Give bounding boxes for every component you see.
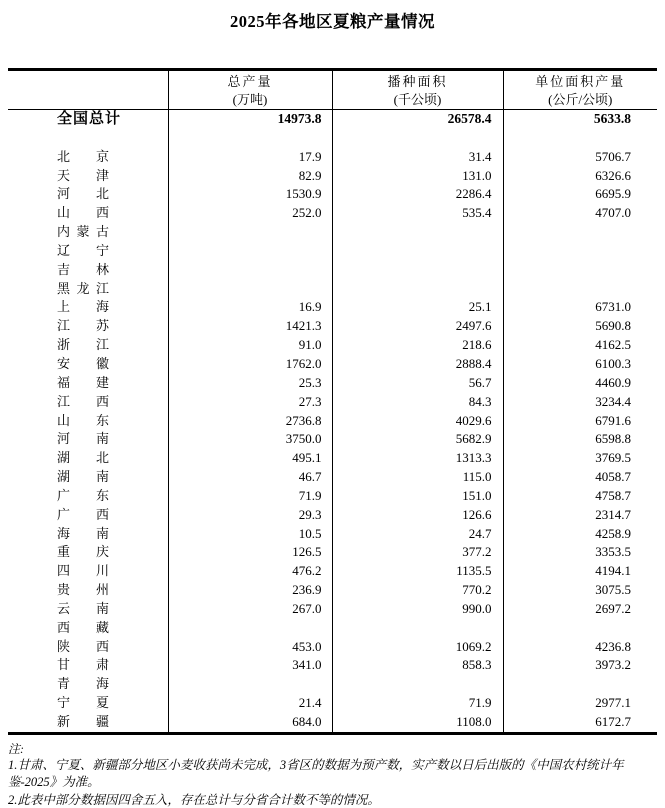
value-cell: 770.2 bbox=[332, 581, 503, 600]
value-cell: 495.1 bbox=[168, 449, 332, 468]
empty-cell bbox=[503, 129, 657, 148]
table-row bbox=[8, 656, 657, 675]
region-name: 江苏 bbox=[57, 318, 109, 334]
value-cell: 4194.1 bbox=[595, 563, 631, 579]
table-body bbox=[8, 110, 657, 734]
region-name: 黑龙江 bbox=[57, 280, 109, 296]
region-name-cell bbox=[8, 713, 168, 733]
value-cell: 377.2 bbox=[332, 543, 503, 562]
value-cell: 115.0 bbox=[332, 468, 503, 487]
value-cell: 252.0 bbox=[168, 204, 332, 223]
value-cell bbox=[332, 675, 503, 694]
value-cell: 535.4 bbox=[332, 204, 503, 223]
value-cell: 6326.6 bbox=[595, 167, 631, 183]
value-cell bbox=[332, 619, 503, 638]
value-cell: 3973.2 bbox=[595, 657, 631, 673]
value-cell: 91.0 bbox=[168, 336, 332, 355]
value-cell bbox=[332, 261, 503, 280]
value-cell: 6695.9 bbox=[595, 186, 631, 202]
value-cell: 126.6 bbox=[332, 506, 503, 525]
value-cell bbox=[168, 261, 332, 280]
value-cell: 71.9 bbox=[168, 487, 332, 506]
region-name-cell bbox=[8, 336, 168, 355]
region-name: 天津 bbox=[57, 167, 109, 183]
value-cell: 3769.5 bbox=[595, 450, 631, 466]
value-cell: 3234.4 bbox=[595, 393, 631, 409]
spacer-row bbox=[8, 129, 657, 148]
value-cell: 4460.9 bbox=[595, 374, 631, 390]
region-name-cell bbox=[8, 204, 168, 223]
value-cell: 2736.8 bbox=[168, 412, 332, 431]
value-cell: 1108.0 bbox=[332, 713, 503, 733]
value-cell: 1135.5 bbox=[332, 562, 503, 581]
column-unit: (公斤/公顷) bbox=[548, 91, 613, 107]
value-cell bbox=[503, 619, 657, 638]
value-cell bbox=[168, 223, 332, 242]
region-name: 云南 bbox=[57, 600, 109, 616]
value-cell bbox=[332, 242, 503, 261]
region-name-cell bbox=[8, 167, 168, 186]
value-cell: 5682.9 bbox=[332, 430, 503, 449]
value-cell: 1069.2 bbox=[332, 638, 503, 657]
table-row bbox=[8, 619, 657, 638]
region-name-cell bbox=[8, 223, 168, 242]
value-cell: 3353.5 bbox=[595, 544, 631, 560]
value-cell: 26578.4 bbox=[332, 110, 503, 129]
table-row bbox=[8, 600, 657, 619]
value-cell: 10.5 bbox=[168, 525, 332, 544]
value-cell: 5633.8 bbox=[593, 111, 631, 126]
value-cell: 46.7 bbox=[168, 468, 332, 487]
table-row bbox=[8, 468, 657, 487]
value-cell: 27.3 bbox=[168, 393, 332, 412]
value-cell bbox=[332, 280, 503, 299]
value-cell: 236.9 bbox=[168, 581, 332, 600]
region-name: 安徽 bbox=[57, 355, 109, 371]
value-cell: 5706.7 bbox=[595, 148, 631, 164]
region-name-cell bbox=[8, 656, 168, 675]
table-row bbox=[8, 355, 657, 374]
table-row bbox=[8, 242, 657, 261]
table-row bbox=[8, 280, 657, 299]
region-name: 山东 bbox=[57, 412, 109, 428]
region-name: 广东 bbox=[57, 487, 109, 503]
table-row bbox=[8, 317, 657, 336]
region-name: 陕西 bbox=[57, 638, 109, 654]
value-cell: 71.9 bbox=[332, 694, 503, 713]
column-header-sown-area bbox=[332, 70, 503, 110]
value-cell: 2286.4 bbox=[332, 185, 503, 204]
empty-cell bbox=[332, 129, 503, 148]
column-header-total-output bbox=[168, 70, 332, 110]
value-cell: 2497.6 bbox=[332, 317, 503, 336]
region-name-cell bbox=[8, 374, 168, 393]
table-header-row bbox=[8, 70, 657, 110]
value-cell: 2888.4 bbox=[332, 355, 503, 374]
region-name-cell bbox=[8, 468, 168, 487]
column-header-yield-per-area bbox=[503, 70, 657, 110]
page-title: 2025年各地区夏粮产量情况 bbox=[230, 12, 435, 31]
value-cell: 476.2 bbox=[168, 562, 332, 581]
table-row bbox=[8, 185, 657, 204]
region-name: 贵州 bbox=[57, 582, 109, 598]
value-cell: 6791.6 bbox=[595, 412, 631, 428]
value-cell: 858.3 bbox=[332, 656, 503, 675]
value-cell: 5690.8 bbox=[595, 318, 631, 334]
value-cell: 2977.1 bbox=[595, 695, 631, 711]
note-label: 注: bbox=[8, 741, 24, 756]
region-name: 内蒙古 bbox=[57, 224, 109, 240]
value-cell: 4162.5 bbox=[595, 337, 631, 353]
region-name-cell bbox=[8, 487, 168, 506]
value-cell: 84.3 bbox=[332, 393, 503, 412]
region-name-cell bbox=[8, 412, 168, 431]
region-name: 河南 bbox=[57, 431, 109, 447]
value-cell bbox=[168, 619, 332, 638]
value-cell: 14973.8 bbox=[168, 110, 332, 129]
value-cell: 17.9 bbox=[168, 148, 332, 167]
region-name: 浙江 bbox=[57, 337, 109, 353]
total-row bbox=[8, 110, 657, 129]
value-cell: 1313.3 bbox=[332, 449, 503, 468]
table-row bbox=[8, 506, 657, 525]
region-name: 海南 bbox=[57, 525, 109, 541]
region-name-cell bbox=[8, 317, 168, 336]
value-cell bbox=[332, 223, 503, 242]
column-title: 播种面积 bbox=[387, 73, 448, 89]
region-name: 重庆 bbox=[57, 544, 109, 560]
value-cell: 3750.0 bbox=[168, 430, 332, 449]
value-cell bbox=[503, 223, 657, 242]
column-unit: (万吨) bbox=[232, 91, 268, 107]
empty-cell bbox=[168, 129, 332, 148]
value-cell: 6598.8 bbox=[595, 431, 631, 447]
value-cell: 6100.3 bbox=[595, 355, 631, 371]
value-cell bbox=[503, 242, 657, 261]
value-cell bbox=[168, 675, 332, 694]
region-name-cell bbox=[8, 562, 168, 581]
region-name-cell bbox=[8, 355, 168, 374]
region-name-cell bbox=[8, 280, 168, 299]
value-cell: 6172.7 bbox=[595, 714, 631, 729]
value-cell: 2314.7 bbox=[595, 506, 631, 522]
region-name: 甘肃 bbox=[57, 657, 109, 673]
value-cell bbox=[168, 280, 332, 299]
value-cell: 341.0 bbox=[168, 656, 332, 675]
table-row bbox=[8, 543, 657, 562]
value-cell: 82.9 bbox=[168, 167, 332, 186]
region-name: 江西 bbox=[57, 393, 109, 409]
value-cell: 218.6 bbox=[332, 336, 503, 355]
region-name-cell bbox=[8, 430, 168, 449]
value-cell: 684.0 bbox=[168, 713, 332, 733]
region-name-cell bbox=[8, 449, 168, 468]
region-name-cell bbox=[8, 148, 168, 167]
table-row bbox=[8, 525, 657, 544]
value-cell: 1762.0 bbox=[168, 355, 332, 374]
value-cell: 16.9 bbox=[168, 298, 332, 317]
table-row bbox=[8, 581, 657, 600]
region-name-cell bbox=[8, 600, 168, 619]
region-name: 山西 bbox=[57, 205, 109, 221]
value-cell: 131.0 bbox=[332, 167, 503, 186]
region-name: 辽宁 bbox=[57, 242, 109, 258]
region-name: 宁夏 bbox=[57, 695, 109, 711]
table-row bbox=[8, 298, 657, 317]
value-cell: 4058.7 bbox=[595, 469, 631, 485]
table-row bbox=[8, 412, 657, 431]
region-name-cell bbox=[8, 110, 168, 129]
value-cell: 56.7 bbox=[332, 374, 503, 393]
value-cell: 1530.9 bbox=[168, 185, 332, 204]
region-name-cell bbox=[8, 261, 168, 280]
summer-grain-table bbox=[8, 68, 657, 735]
region-name-cell bbox=[8, 619, 168, 638]
value-cell: 25.3 bbox=[168, 374, 332, 393]
table-row bbox=[8, 261, 657, 280]
table-row bbox=[8, 713, 657, 733]
region-name: 上海 bbox=[57, 299, 109, 315]
table-row bbox=[8, 638, 657, 657]
table-row bbox=[8, 694, 657, 713]
region-name: 新疆 bbox=[57, 714, 109, 729]
value-cell: 4236.8 bbox=[595, 638, 631, 654]
value-cell bbox=[503, 280, 657, 299]
region-name: 吉林 bbox=[57, 261, 109, 277]
region-name-cell bbox=[8, 543, 168, 562]
region-name-cell bbox=[8, 638, 168, 657]
table-row bbox=[8, 487, 657, 506]
value-cell bbox=[503, 261, 657, 280]
value-cell: 21.4 bbox=[168, 694, 332, 713]
table-row bbox=[8, 675, 657, 694]
column-title: 单位面积产量 bbox=[535, 73, 626, 89]
region-name: 湖南 bbox=[57, 469, 109, 485]
table-row bbox=[8, 393, 657, 412]
table-row bbox=[8, 336, 657, 355]
region-name-cell bbox=[8, 581, 168, 600]
region-name: 河北 bbox=[57, 186, 109, 202]
value-cell: 25.1 bbox=[332, 298, 503, 317]
value-cell: 4707.0 bbox=[595, 205, 631, 221]
value-cell: 1421.3 bbox=[168, 317, 332, 336]
column-unit: (千公顷) bbox=[393, 91, 442, 107]
region-name-cell bbox=[8, 506, 168, 525]
table-row bbox=[8, 223, 657, 242]
value-cell: 267.0 bbox=[168, 600, 332, 619]
value-cell: 990.0 bbox=[332, 600, 503, 619]
value-cell bbox=[168, 242, 332, 261]
region-name: 西藏 bbox=[57, 619, 109, 635]
value-cell: 151.0 bbox=[332, 487, 503, 506]
value-cell: 453.0 bbox=[168, 638, 332, 657]
value-cell: 4029.6 bbox=[332, 412, 503, 431]
region-name-cell bbox=[8, 675, 168, 694]
region-name: 福建 bbox=[57, 374, 109, 390]
table-row bbox=[8, 148, 657, 167]
table-row bbox=[8, 430, 657, 449]
value-cell: 4258.9 bbox=[595, 525, 631, 541]
table-row bbox=[8, 204, 657, 223]
table-row bbox=[8, 449, 657, 468]
region-name-cell bbox=[8, 393, 168, 412]
column-title: 总产量 bbox=[227, 73, 273, 89]
region-name: 青海 bbox=[57, 676, 109, 692]
total-row-label: 全国总计 bbox=[57, 111, 122, 127]
region-column-header bbox=[8, 70, 168, 110]
value-cell: 31.4 bbox=[332, 148, 503, 167]
value-cell: 126.5 bbox=[168, 543, 332, 562]
footnotes bbox=[8, 742, 658, 808]
table-row bbox=[8, 374, 657, 393]
value-cell: 24.7 bbox=[332, 525, 503, 544]
empty-cell bbox=[8, 129, 168, 148]
value-cell bbox=[503, 675, 657, 694]
region-name: 北京 bbox=[57, 148, 109, 164]
region-name-cell bbox=[8, 242, 168, 261]
value-cell: 6731.0 bbox=[595, 299, 631, 315]
value-cell: 3075.5 bbox=[595, 582, 631, 598]
region-name-cell bbox=[8, 694, 168, 713]
region-name: 湖北 bbox=[57, 450, 109, 466]
table-row bbox=[8, 167, 657, 186]
table-row bbox=[8, 562, 657, 581]
region-name: 四川 bbox=[57, 563, 109, 579]
value-cell: 2697.2 bbox=[595, 600, 631, 616]
region-name-cell bbox=[8, 185, 168, 204]
value-cell: 29.3 bbox=[168, 506, 332, 525]
region-name: 广西 bbox=[57, 506, 109, 522]
value-cell: 4758.7 bbox=[595, 487, 631, 503]
region-name-cell bbox=[8, 298, 168, 317]
note-line: 2.此表中部分数据因四舍五入，存在总计与分省合计数不等的情况。 bbox=[8, 793, 380, 808]
note-line: 1.甘肃、宁夏、新疆部分地区小麦收获尚未完成，3省区的数据为预产数，实产数以日后出版的《中国农村统计年鉴-2025》为准。 bbox=[8, 757, 624, 790]
region-name-cell bbox=[8, 525, 168, 544]
